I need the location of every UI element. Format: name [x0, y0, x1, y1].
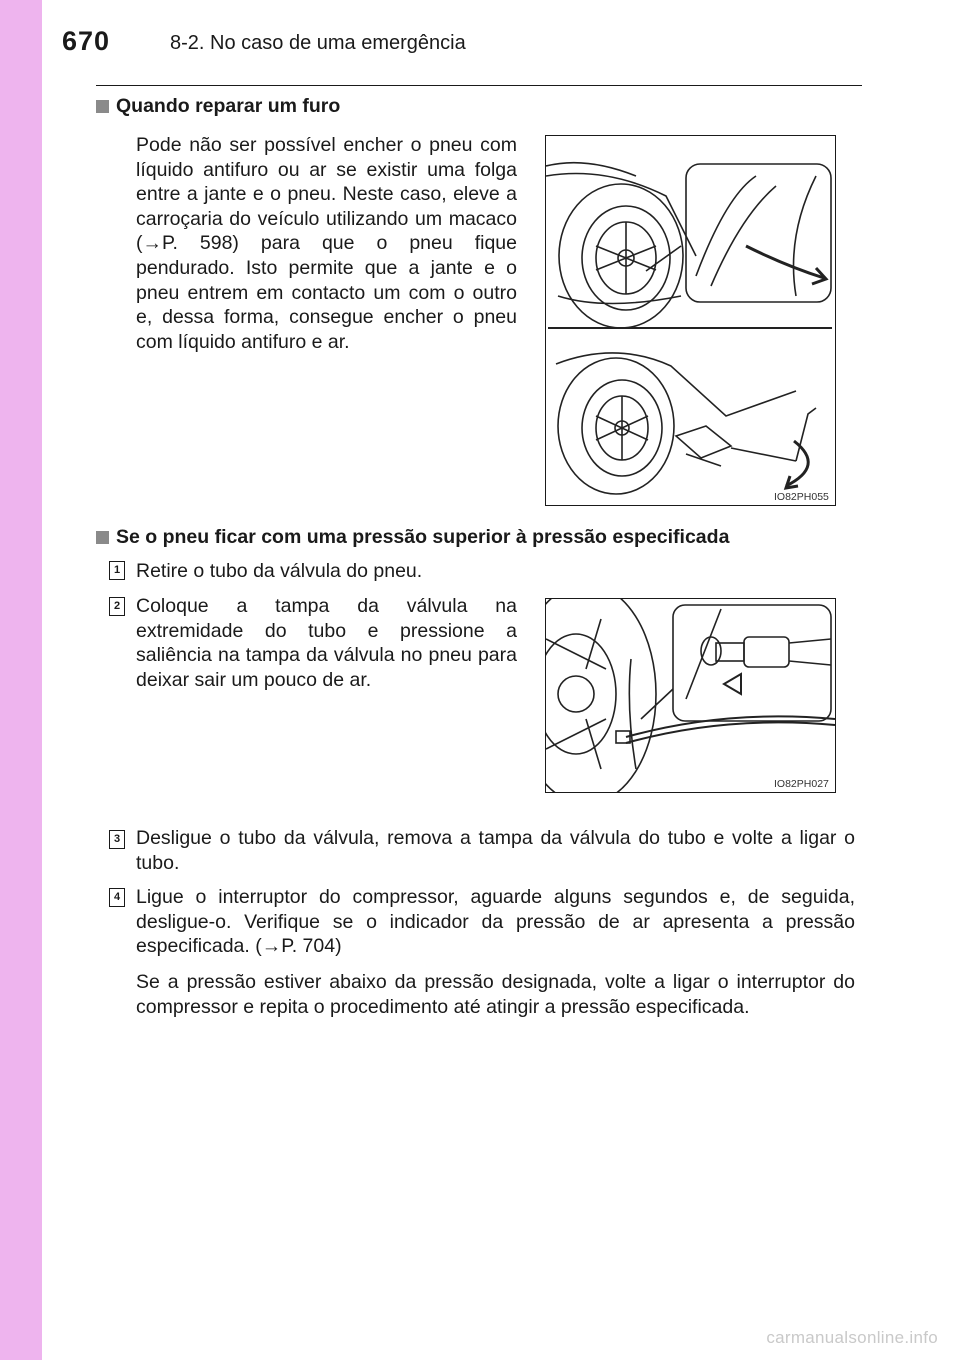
figure-jack-lifting — [545, 135, 836, 506]
step-4-text: Ligue o interruptor do compressor, aguarde alguns segundos e, de seguida, desligue-o. Verifique se o indicador da pressão de ar apresenta a pressão especificada. (→P. 704) — [136, 886, 855, 958]
figure-valve-cap — [545, 598, 836, 793]
section-heading-text: Quando reparar um furo — [116, 95, 341, 117]
step-number-2: 2 — [109, 597, 125, 616]
repair-paragraph: Pode não ser possível encher o pneu com líquido antifuro ou ar se existir uma folga entre a jante e o pneu. Neste caso, eleve a carroçaria do veículo utilizando um macaco (→P. 598) para que o pneu fique pendurado. Isto permite que a jante e o pneu entrem em contacto um com o outro e, dessa forma, consegue encher o pneu com líquido antifuro e ar. — [136, 134, 517, 353]
bullet-square-icon — [96, 531, 109, 544]
section-heading-text: Se o pneu ficar com uma pressão superior à pressão especificada — [116, 526, 730, 548]
step-2-text: Coloque a tampa da válvula na extremidade do tubo e pressione a saliência na tampa da válvula no pneu para deixar sair um pouco de ar. — [136, 595, 517, 691]
step-1-text: Retire o tubo da válvula do pneu. — [136, 560, 423, 582]
step-3-text: Desligue o tubo da válvula, remova a tampa da válvula do tubo e volte a ligar o tubo. — [136, 827, 855, 874]
figure-code: IO82PH055 — [774, 491, 829, 503]
pressure-note: Se a pressão estiver abaixo da pressão designada, volte a ligar o interruptor do compressor e repita o procedimento até atingir a pressão especificada. — [136, 971, 855, 1018]
tire-jack-illustration — [546, 136, 835, 505]
section-heading-repair — [96, 95, 340, 118]
step-number-1: 1 — [109, 561, 125, 580]
chapter-title: 8-2. No caso de uma emergência — [170, 32, 466, 54]
bullet-square-icon — [96, 100, 109, 113]
step-number-3: 3 — [109, 830, 125, 849]
chapter-tab-sidebar — [0, 0, 42, 1360]
watermark: carmanualsonline.info — [766, 1328, 938, 1347]
header-divider — [96, 85, 862, 86]
valve-illustration — [546, 599, 835, 792]
figure-code: IO82PH027 — [774, 778, 829, 790]
step-number-4: 4 — [109, 888, 125, 907]
page-number: 670 — [62, 26, 111, 56]
section-heading-overpressure — [96, 526, 729, 549]
